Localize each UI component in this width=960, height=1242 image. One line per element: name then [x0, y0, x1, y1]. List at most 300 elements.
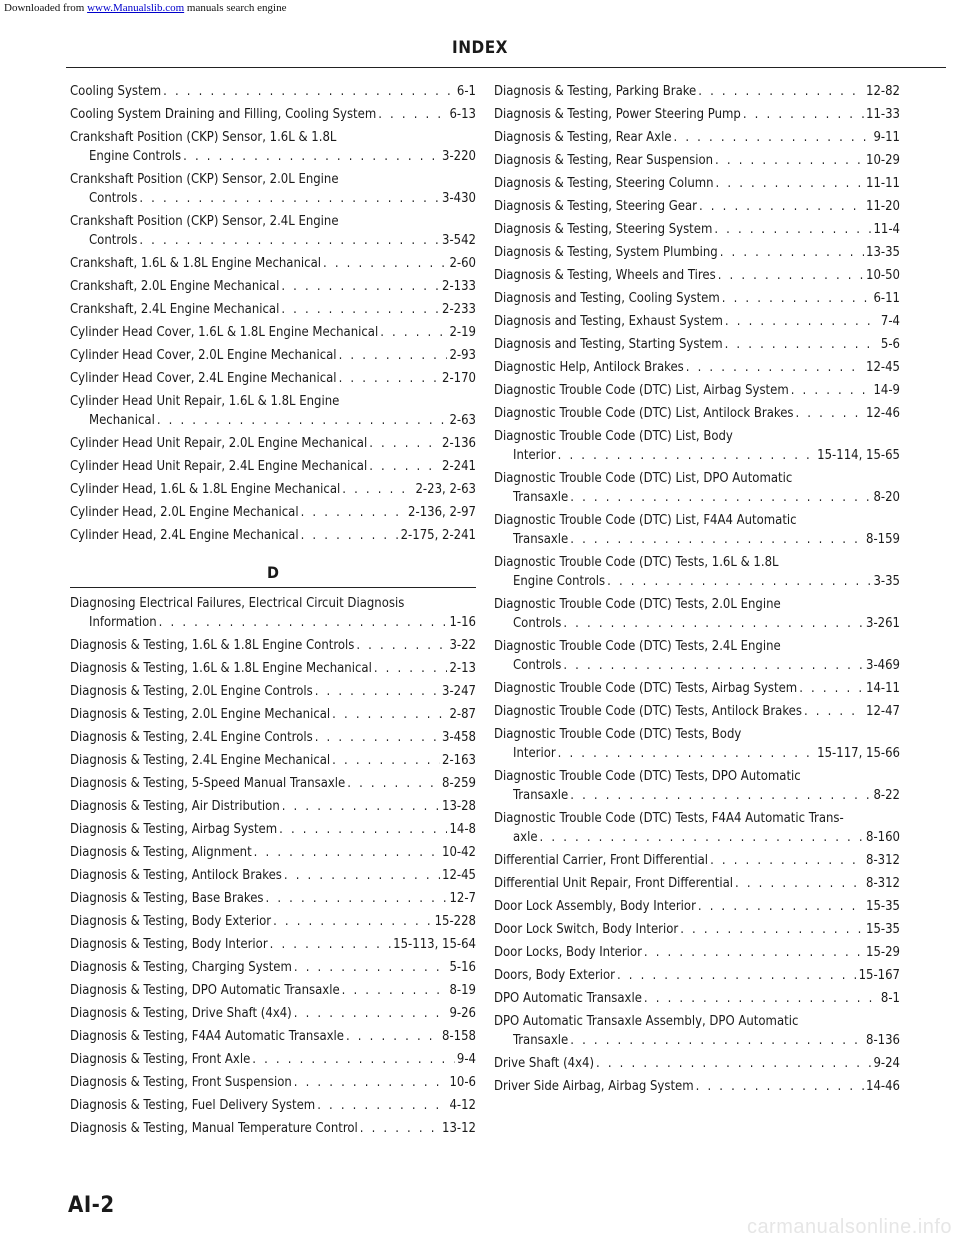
entry-text: Transaxle: [513, 532, 569, 547]
leader-dots: [804, 702, 864, 721]
entry-text: Cylinder Head Unit Repair, 2.0L Engine Mechanical: [70, 436, 368, 451]
leader-dots: [317, 1096, 447, 1115]
entry-line: [494, 851, 900, 870]
page-ref: 2-63: [449, 413, 476, 428]
entry-line: [70, 1050, 476, 1069]
page-ref: 5-16: [449, 960, 476, 975]
right-column: [494, 82, 900, 1100]
index-entry: [494, 553, 900, 591]
leader-dots: [339, 369, 440, 388]
entry-text: Diagnosis & Testing, Alignment: [70, 845, 252, 860]
leader-dots: [607, 572, 871, 591]
index-entry: [70, 820, 476, 839]
manualslib-link[interactable]: www.Manualslib.com: [87, 2, 185, 14]
leader-dots: [139, 231, 440, 250]
leader-dots: [735, 874, 864, 893]
leader-dots: [799, 679, 864, 698]
leader-dots: [715, 151, 864, 170]
entry-text: Diagnostic Trouble Code (DTC) Tests, DPO Automatic: [494, 769, 801, 784]
leader-dots: [332, 751, 440, 770]
entry-text: Diagnostic Trouble Code (DTC) List, F4A4 Automatic: [494, 513, 797, 528]
entry-line: [494, 381, 900, 400]
page-ref: 3-458: [442, 730, 476, 745]
entry-line: [494, 266, 900, 285]
entry-text: Differential Unit Repair, Front Differential: [494, 876, 734, 891]
index-entry: [494, 243, 900, 262]
index-entry: [70, 105, 476, 124]
entry-text: Crankshaft, 2.0L Engine Mechanical: [70, 279, 280, 294]
leader-dots: [540, 828, 864, 847]
right-column-entries: [494, 82, 900, 1096]
entry-line: [494, 335, 900, 354]
entry-line: [70, 820, 476, 839]
index-entry: [494, 220, 900, 239]
page-ref: 6-11: [873, 291, 900, 306]
index-entry: [494, 809, 900, 847]
index-entry: [494, 851, 900, 870]
entry-text: Cylinder Head Cover, 1.6L & 1.8L Engine Mechanical: [70, 325, 379, 340]
index-entry: [494, 637, 900, 675]
page-ref: 2-19: [449, 325, 476, 340]
page-ref: 11-20: [866, 199, 900, 214]
index-entry: [494, 312, 900, 331]
leader-dots: [791, 381, 872, 400]
page-ref: 2-233: [442, 302, 476, 317]
index-entry: [70, 866, 476, 885]
index-entry: [494, 920, 900, 939]
entry-text: Information: [89, 615, 157, 630]
entry-line: [70, 1119, 476, 1138]
entry-text: Diagnosis & Testing, Wheels and Tires: [494, 268, 716, 283]
leader-dots: [718, 266, 864, 285]
index-entry: [70, 889, 476, 908]
entry-text: Transaxle: [513, 1033, 569, 1048]
entry-line: [494, 511, 900, 530]
entry-line: [494, 702, 900, 721]
page-ref: 8-312: [866, 876, 900, 891]
entry-text: Diagnosis & Testing, Base Brakes: [70, 891, 264, 906]
left-column-entries: [70, 82, 476, 545]
page-ref: 15-35: [866, 922, 900, 937]
page-ref: 2-241: [442, 459, 476, 474]
entry-line: [494, 446, 900, 465]
entry-text: Diagnosis & Testing, 2.4L Engine Mechanical: [70, 753, 331, 768]
leader-dots: [281, 300, 440, 319]
entry-text: Controls: [89, 191, 138, 206]
entry-line: [70, 212, 476, 231]
entry-line: [70, 728, 476, 747]
page-ref: 13-12: [442, 1121, 476, 1136]
page-ref: 11-33: [866, 107, 900, 122]
entry-text: Diagnosis & Testing, Steering Column: [494, 176, 714, 191]
entry-line: [494, 553, 900, 572]
entry-line: [70, 503, 476, 522]
page-title: INDEX: [452, 38, 508, 58]
leader-dots: [139, 189, 440, 208]
entry-line: [70, 935, 476, 954]
entry-line: [494, 105, 900, 124]
page-ref: 3-247: [442, 684, 476, 699]
download-suffix: manuals search engine: [184, 2, 287, 14]
page-ref: 9-11: [873, 130, 900, 145]
entry-text: Cooling System Draining and Filling, Cooling System: [70, 107, 377, 122]
entry-line: [70, 105, 476, 124]
page-ref: 12-45: [866, 360, 900, 375]
entry-line: [494, 151, 900, 170]
index-entry: [494, 105, 900, 124]
index-entry: [494, 989, 900, 1008]
entry-line: [70, 797, 476, 816]
entry-text: Diagnosis & Testing, Charging System: [70, 960, 292, 975]
page-ref: 11-11: [866, 176, 900, 191]
page-ref: 2-23, 2-63: [415, 482, 476, 497]
page-ref: 10-42: [442, 845, 476, 860]
leader-dots: [342, 981, 448, 1000]
entry-line: [494, 488, 900, 507]
entry-text: Door Locks, Body Interior: [494, 945, 642, 960]
entry-text: Diagnosis & Testing, Steering Gear: [494, 199, 697, 214]
entry-line: [70, 480, 476, 499]
entry-text: Diagnostic Trouble Code (DTC) List, DPO Automatic: [494, 471, 793, 486]
page-ref: 10-6: [449, 1075, 476, 1090]
entry-text: Cylinder Head Unit Repair, 1.6L & 1.8L Engine: [70, 394, 340, 409]
entry-text: Diagnosis & Testing, Rear Suspension: [494, 153, 714, 168]
footer-page-number: AI-2: [68, 1193, 115, 1218]
index-entry: [70, 843, 476, 862]
page-ref: 15-113, 15-64: [393, 937, 476, 952]
entry-line: [70, 369, 476, 388]
leader-dots: [356, 636, 447, 655]
entry-line: [70, 254, 476, 273]
entry-text: Engine Controls: [513, 574, 606, 589]
entry-line: [494, 312, 900, 331]
index-entry: [494, 595, 900, 633]
entry-text: Crankshaft Position (CKP) Sensor, 2.0L Engine: [70, 172, 339, 187]
page-ref: 2-93: [449, 348, 476, 363]
entry-text: Drive Shaft (4x4): [494, 1056, 595, 1071]
page-ref: 14-11: [866, 681, 900, 696]
entry-text: Cylinder Head Cover, 2.0L Engine Mechanical: [70, 348, 337, 363]
page-ref: 8-158: [442, 1029, 476, 1044]
entry-line: [70, 958, 476, 977]
page-ref: 13-35: [866, 245, 900, 260]
leader-dots: [696, 1077, 864, 1096]
leader-dots: [301, 526, 399, 545]
entry-line: [494, 767, 900, 786]
page-ref: 8-312: [866, 853, 900, 868]
index-entry: [70, 369, 476, 388]
entry-line: [494, 943, 900, 962]
entry-line: [70, 300, 476, 319]
index-entry: [494, 128, 900, 147]
entry-text: Diagnosis & Testing, Parking Brake: [494, 84, 697, 99]
index-entry: [494, 358, 900, 377]
download-prefix: Downloaded from: [4, 2, 88, 14]
leader-dots: [183, 147, 440, 166]
entry-line: [70, 1027, 476, 1046]
entry-line: [70, 147, 476, 166]
entry-line: [494, 828, 900, 847]
entry-text: Diagnosing Electrical Failures, Electrical Circuit Diagnosis: [70, 596, 405, 611]
entry-text: Diagnosis & Testing, Body Interior: [70, 937, 268, 952]
page-ref: 8-160: [866, 830, 900, 845]
leader-dots: [725, 335, 879, 354]
entry-line: [494, 82, 900, 101]
leader-dots: [360, 1119, 440, 1138]
entry-text: Diagnosis & Testing, 1.6L & 1.8L Engine Controls: [70, 638, 355, 653]
leader-dots: [347, 774, 440, 793]
entry-line: [70, 594, 476, 613]
index-entry: [70, 981, 476, 1000]
entry-text: Diagnosis & Testing, Airbag System: [70, 822, 278, 837]
index-entry: [70, 797, 476, 816]
entry-text: Diagnosis & Testing, System Plumbing: [494, 245, 718, 260]
leader-dots: [369, 434, 440, 453]
page-ref: 8-20: [873, 490, 900, 505]
page-ref: 2-133: [442, 279, 476, 294]
entry-line: [494, 897, 900, 916]
page-ref: 15-117, 15-66: [817, 746, 900, 761]
entry-text: Crankshaft Position (CKP) Sensor, 2.4L Engine: [70, 214, 339, 229]
leader-dots: [720, 243, 864, 262]
leader-dots: [795, 404, 864, 423]
leader-dots: [380, 323, 447, 342]
index-entry: [70, 1004, 476, 1023]
page-ref: 15-228: [434, 914, 476, 929]
index-entry: [70, 1073, 476, 1092]
entry-text: Diagnostic Trouble Code (DTC) Tests, 1.6L & 1.8L: [494, 555, 779, 570]
entry-line: [70, 751, 476, 770]
entry-line: [494, 1077, 900, 1096]
entry-line: [70, 705, 476, 724]
leader-dots: [157, 411, 448, 430]
entry-line: [70, 457, 476, 476]
entry-line: [70, 866, 476, 885]
leader-dots: [378, 105, 447, 124]
page-ref: 2-87: [449, 707, 476, 722]
entry-line: [494, 427, 900, 446]
leader-dots: [339, 346, 448, 365]
section-letter: D: [267, 563, 279, 582]
entry-line: [70, 82, 476, 101]
entry-text: Cylinder Head Unit Repair, 2.4L Engine Mechanical: [70, 459, 368, 474]
leader-dots: [558, 744, 816, 763]
leader-dots: [698, 897, 864, 916]
entry-line: [70, 613, 476, 632]
index-entry: [70, 170, 476, 208]
index-entry: [70, 1096, 476, 1115]
page-ref: 11-4: [873, 222, 900, 237]
entry-line: [494, 469, 900, 488]
page-ref: 5-6: [880, 337, 900, 352]
entry-line: [70, 1073, 476, 1092]
page-ref: 2-163: [442, 753, 476, 768]
leader-dots: [710, 851, 864, 870]
entry-text: Diagnostic Trouble Code (DTC) Tests, F4A4 Automatic Trans-: [494, 811, 844, 826]
page-ref: 3-430: [442, 191, 476, 206]
entry-text: Diagnosis & Testing, 2.4L Engine Controls: [70, 730, 313, 745]
entry-text: Controls: [89, 233, 138, 248]
entry-text: Diagnosis & Testing, Front Suspension: [70, 1075, 292, 1090]
index-entry: [70, 277, 476, 296]
entry-text: DPO Automatic Transaxle: [494, 991, 642, 1006]
leader-dots: [374, 659, 448, 678]
leader-dots: [346, 1027, 440, 1046]
leader-dots: [725, 312, 879, 331]
entry-text: Diagnosis & Testing, 2.0L Engine Mechanical: [70, 707, 331, 722]
index-entry: [70, 958, 476, 977]
entry-text: Diagnostic Trouble Code (DTC) List, Antilock Brakes: [494, 406, 794, 421]
index-entry: [494, 874, 900, 893]
page-ref: 8-159: [866, 532, 900, 547]
index-entry: [70, 457, 476, 476]
entry-text: Driver Side Airbag, Airbag System: [494, 1079, 694, 1094]
entry-line: [494, 614, 900, 633]
section-rule: [70, 587, 476, 588]
index-entry: [494, 1077, 900, 1096]
entry-line: [494, 358, 900, 377]
index-entry: [70, 254, 476, 273]
download-note: [4, 2, 286, 14]
page-ref: 2-175, 2-241: [400, 528, 476, 543]
entry-text: Diagnosis & Testing, Body Exterior: [70, 914, 272, 929]
entry-text: Doors, Body Exterior: [494, 968, 615, 983]
leader-dots: [570, 1031, 864, 1050]
entry-text: Diagnosis & Testing, Antilock Brakes: [70, 868, 282, 883]
page-ref: 8-136: [866, 1033, 900, 1048]
leader-dots: [270, 935, 392, 954]
index-entry: [70, 1050, 476, 1069]
index-entry: [494, 966, 900, 985]
index-entry: [70, 480, 476, 499]
entry-text: Diagnostic Trouble Code (DTC) Tests, Airbag System: [494, 681, 798, 696]
entry-line: [70, 889, 476, 908]
page-ref: 10-29: [866, 153, 900, 168]
leader-dots: [266, 889, 448, 908]
page-ref: 3-220: [442, 149, 476, 164]
entry-text: Door Lock Assembly, Body Interior: [494, 899, 696, 914]
index-entry: [494, 1054, 900, 1073]
entry-line: [70, 1004, 476, 1023]
leader-dots: [558, 446, 816, 465]
page-ref: 6-13: [449, 107, 476, 122]
leader-dots: [315, 728, 440, 747]
entry-line: [494, 572, 900, 591]
page-ref: 3-22: [449, 638, 476, 653]
page-ref: 15-114, 15-65: [817, 448, 900, 463]
page-ref: 2-13: [449, 661, 476, 676]
index-entry: [70, 434, 476, 453]
page-ref: 8-259: [442, 776, 476, 791]
index-entry: [70, 1027, 476, 1046]
entry-text: Transaxle: [513, 788, 569, 803]
page-ref: 9-26: [449, 1006, 476, 1021]
entry-line: [70, 346, 476, 365]
index-entry: [494, 266, 900, 285]
entry-line: [70, 189, 476, 208]
leader-dots: [570, 786, 871, 805]
entry-text: Interior: [513, 448, 556, 463]
index-entry: [70, 594, 476, 632]
left-column: [70, 82, 476, 1142]
entry-line: [70, 682, 476, 701]
entry-line: [70, 392, 476, 411]
entry-line: [494, 530, 900, 549]
page-ref: 3-542: [442, 233, 476, 248]
entry-line: [70, 128, 476, 147]
entry-text: Engine Controls: [89, 149, 182, 164]
entry-line: [494, 1012, 900, 1031]
leader-dots: [743, 105, 864, 124]
page-ref: 12-7: [449, 891, 476, 906]
page-ref: 14-9: [873, 383, 900, 398]
entry-text: Diagnosis & Testing, Steering System: [494, 222, 713, 237]
leader-dots: [323, 254, 447, 273]
entry-text: Diagnostic Trouble Code (DTC) Tests, Antilock Brakes: [494, 704, 802, 719]
entry-line: [494, 989, 900, 1008]
entry-line: [70, 774, 476, 793]
entry-text: Cylinder Head Cover, 2.4L Engine Mechanical: [70, 371, 337, 386]
entry-line: [70, 411, 476, 430]
page-ref: 9-4: [456, 1052, 476, 1067]
page-ref: 13-28: [442, 799, 476, 814]
entry-text: Crankshaft Position (CKP) Sensor, 1.6L & 1.8L: [70, 130, 337, 145]
entry-text: Crankshaft, 1.6L & 1.8L Engine Mechanical: [70, 256, 321, 271]
entry-text: Diagnostic Trouble Code (DTC) Tests, Body: [494, 727, 742, 742]
index-entry: [70, 300, 476, 319]
entry-text: Crankshaft, 2.4L Engine Mechanical: [70, 302, 280, 317]
index-entry: [70, 128, 476, 166]
index-entry: [70, 212, 476, 250]
entry-line: [70, 323, 476, 342]
entry-line: [494, 786, 900, 805]
index-entry: [70, 728, 476, 747]
entry-text: Diagnosis and Testing, Starting System: [494, 337, 723, 352]
watermark: carmanualsonline.info: [746, 1216, 952, 1238]
entry-line: [494, 679, 900, 698]
leader-dots: [315, 682, 440, 701]
entry-text: Diagnosis & Testing, DPO Automatic Transaxle: [70, 983, 340, 998]
index-entry: [70, 346, 476, 365]
leader-dots: [699, 197, 864, 216]
entry-text: Diagnosis and Testing, Exhaust System: [494, 314, 723, 329]
entry-text: Diagnosis & Testing, F4A4 Automatic Transaxle: [70, 1029, 344, 1044]
page-ref: 6-1: [456, 84, 476, 99]
page-ref: 15-35: [866, 899, 900, 914]
leader-dots: [570, 488, 871, 507]
leader-dots: [279, 820, 447, 839]
entry-line: [494, 966, 900, 985]
page-ref: 4-12: [449, 1098, 476, 1113]
entry-text: Diagnostic Trouble Code (DTC) List, Body: [494, 429, 733, 444]
index-entry: [494, 702, 900, 721]
entry-text: Transaxle: [513, 490, 569, 505]
entry-text: Diagnosis & Testing, Power Steering Pump: [494, 107, 741, 122]
index-entry: [70, 392, 476, 430]
leader-dots: [254, 843, 440, 862]
index-entry: [494, 469, 900, 507]
page-ref: 12-45: [442, 868, 476, 883]
entry-text: DPO Automatic Transaxle Assembly, DPO Automatic: [494, 1014, 799, 1029]
index-entry: [70, 636, 476, 655]
index-entry: [70, 1119, 476, 1138]
entry-text: Diagnosis & Testing, Drive Shaft (4x4): [70, 1006, 292, 1021]
entry-line: [70, 277, 476, 296]
leader-dots: [563, 656, 864, 675]
entry-text: Diagnostic Trouble Code (DTC) Tests, 2.0L Engine: [494, 597, 781, 612]
entry-text: Controls: [513, 658, 562, 673]
index-entry: [494, 289, 900, 308]
